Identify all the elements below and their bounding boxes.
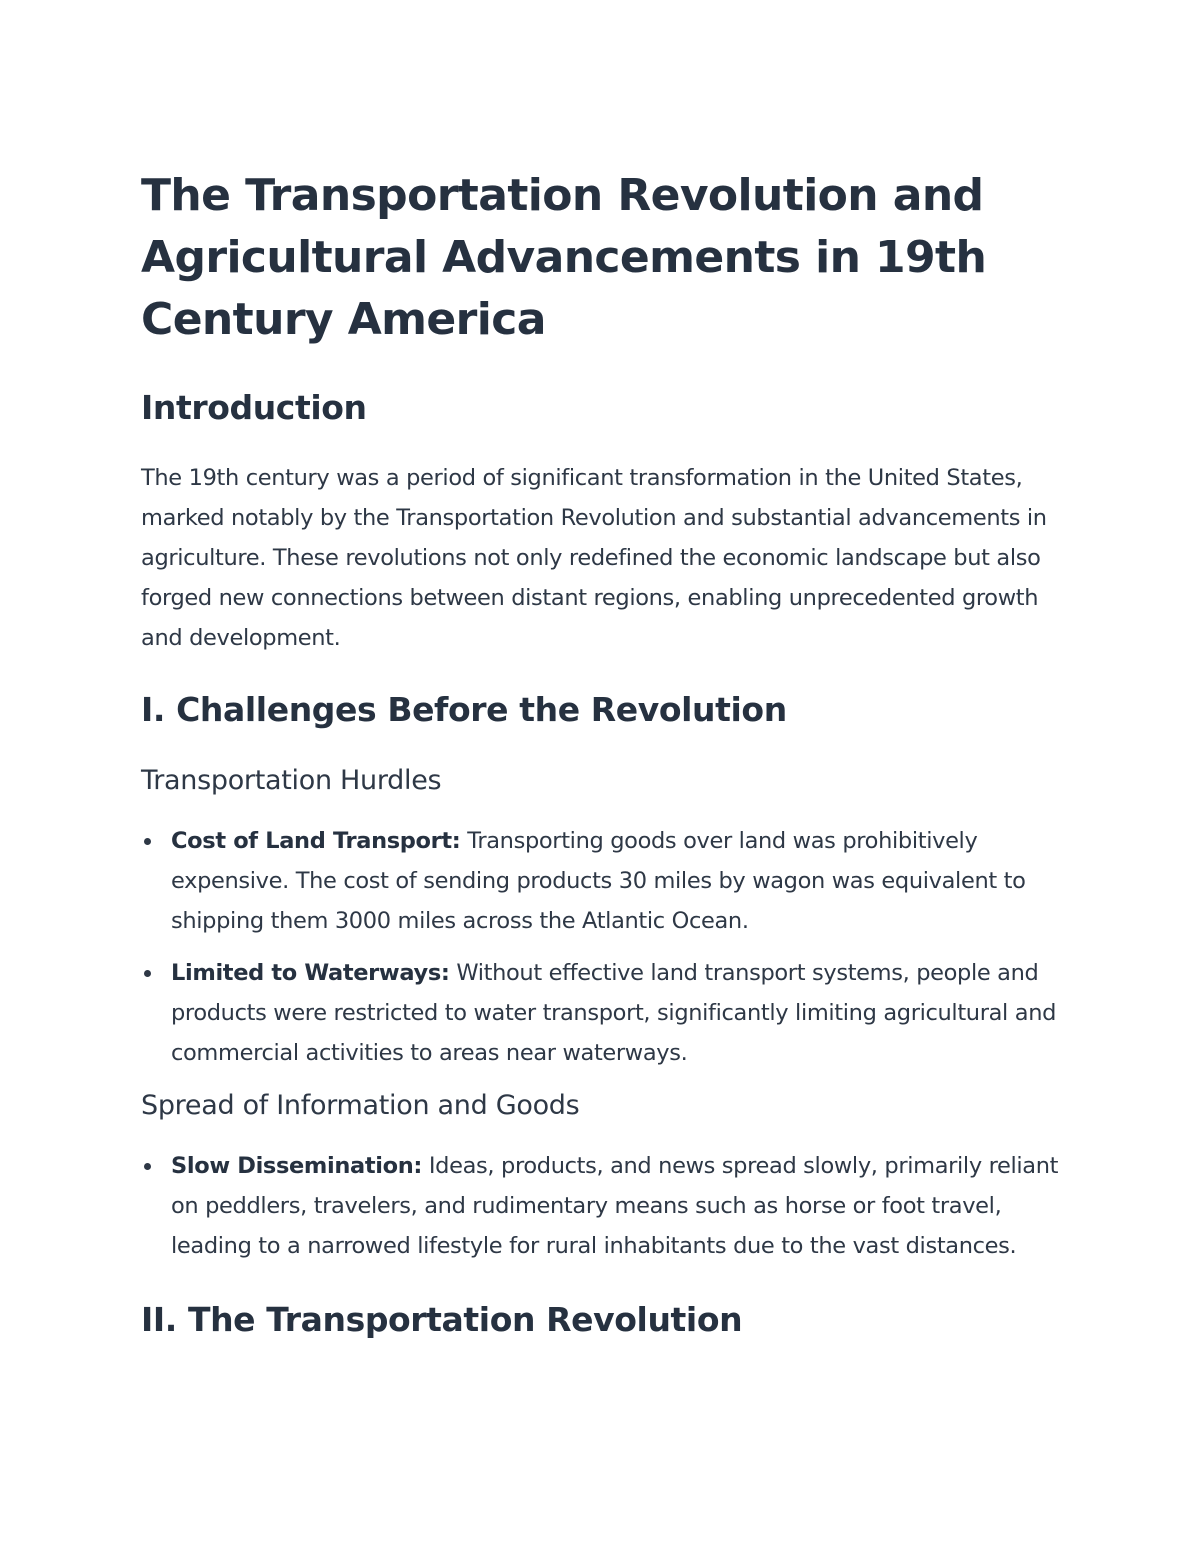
list-item-term: Limited to Waterways: — [171, 960, 450, 986]
spread-of-information-list — [141, 1146, 1071, 1266]
list-item — [141, 953, 1071, 1073]
list-item — [141, 821, 1071, 941]
bullet-icon — [144, 838, 151, 845]
bullet-icon — [144, 1163, 151, 1170]
list-item-term: Slow Dissemination: — [171, 1153, 423, 1179]
introduction-heading: Introduction — [141, 388, 367, 427]
list-item-term: Cost of Land Transport: — [171, 828, 461, 854]
section-1-heading: I. Challenges Before the Revolution — [141, 690, 787, 729]
list-item-text: Ideas, products, and news spread slowly, primarily reliant on peddlers, travelers, and rudimentary means such as horse or foot travel, leading to a narrowed lifestyle for rural inhabitants due to the vast distances. — [171, 1153, 1059, 1259]
bullet-icon — [144, 970, 151, 977]
list-item — [141, 1146, 1071, 1266]
list-item-text: Without effective land transport systems, people and products were restricted to water transport, significantly limiting agricultural and commercial activities to areas near waterways. — [171, 960, 1057, 1066]
section-2-heading: II. The Transportation Revolution — [141, 1300, 743, 1339]
document-title: The Transportation Revolution and Agricultural Advancements in 19th Century America — [141, 170, 987, 345]
transportation-hurdles-list — [141, 821, 1071, 1073]
transportation-hurdles-heading: Transportation Hurdles — [141, 765, 442, 796]
introduction-paragraph: The 19th century was a period of significant transformation in the United States, marked notably by the Transportation Revolution and substantial advancements in agriculture. These revolutions not only redefined the economic landscape but also forged new connections between distant regions, enabling unprecedented growth and development. — [141, 465, 1047, 651]
list-item-text: Transporting goods over land was prohibitively expensive. The cost of sending products 30 miles by wagon was equivalent to shipping them 3000 miles across the Atlantic Ocean. — [171, 828, 1026, 934]
document-page — [141, 165, 1071, 1342]
spread-of-information-heading: Spread of Information and Goods — [141, 1090, 580, 1121]
